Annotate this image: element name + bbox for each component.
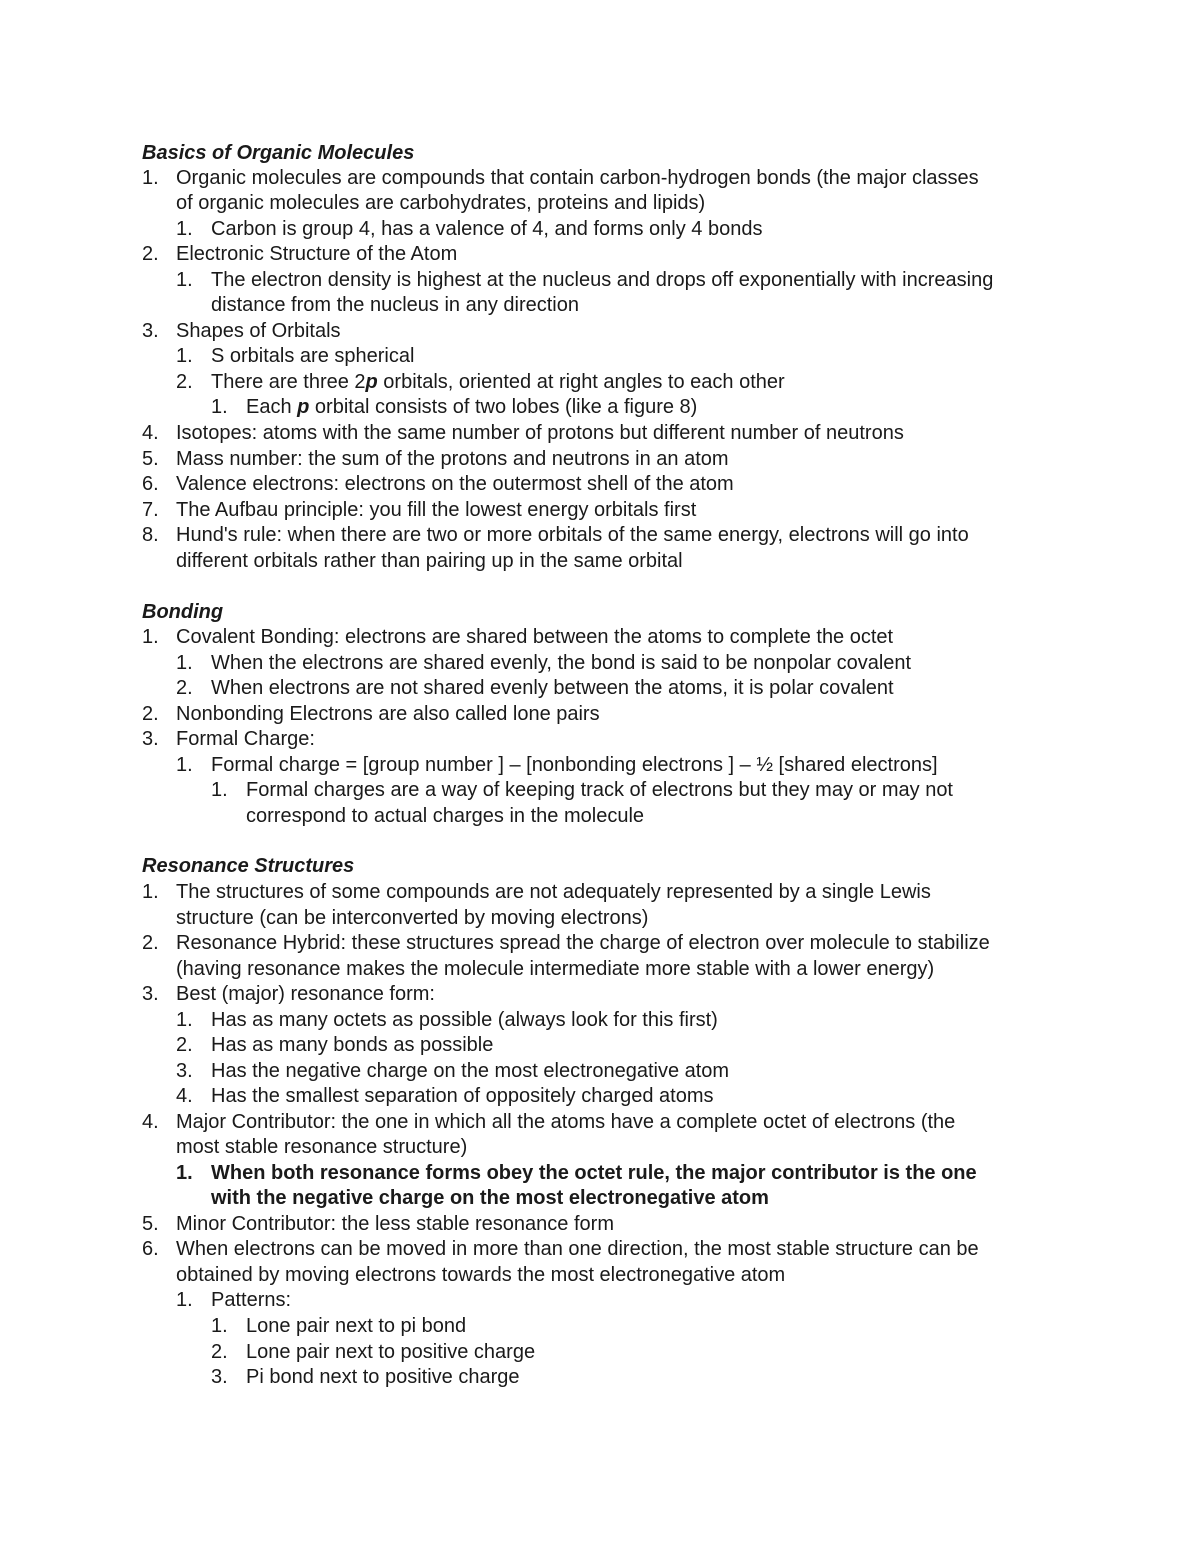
list-item: 5. Mass number: the sum of the protons and neutrons in an atom — [142, 448, 729, 470]
list-item: 4. Has the smallest separation of oppositely charged atoms — [176, 1085, 714, 1107]
list-item: 4. Isotopes: atoms with the same number of protons but different number of neutrons — [142, 422, 904, 444]
section-heading-bonding: Bonding — [142, 601, 224, 623]
list-item-emphasis: 1. When both resonance forms obey the octet rule, the major contributor is the one — [176, 1162, 977, 1184]
list-item: 2. Electronic Structure of the Atom — [142, 243, 458, 265]
list-item: 3. Has the negative charge on the most electronegative atom — [176, 1060, 730, 1082]
list-item: 1. Organic molecules are compounds that contain carbon-hydrogen bonds (the major classes — [142, 167, 979, 189]
list-item: 1. The structures of some compounds are not adequately represented by a single Lewis — [142, 881, 931, 903]
list-item: 5. Minor Contributor: the less stable resonance form — [142, 1213, 614, 1235]
list-item-continuation: obtained by moving electrons towards the most electronegative atom — [176, 1264, 786, 1286]
list-item-continuation: different orbitals rather than pairing up in the same orbital — [176, 550, 683, 572]
list-item: 3. Shapes of Orbitals — [142, 320, 341, 342]
list-item: 3. Pi bond next to positive charge — [211, 1366, 520, 1388]
list-item-continuation: correspond to actual charges in the molecule — [246, 805, 645, 827]
list-item: 4. Major Contributor: the one in which all the atoms have a complete octet of electrons (the — [142, 1111, 956, 1133]
list-item: 2. Nonbonding Electrons are also called lone pairs — [142, 703, 600, 725]
list-item: 1. Each p orbital consists of two lobes (like a figure 8) — [211, 396, 698, 418]
list-item: 2. Lone pair next to positive charge — [211, 1341, 536, 1363]
list-item: 1. Formal charges are a way of keeping track of electrons but they may or may not — [211, 779, 953, 801]
list-item: 3. Formal Charge: — [142, 728, 315, 750]
list-item: 2. Resonance Hybrid: these structures spread the charge of electron over molecule to stabilize — [142, 932, 990, 954]
list-item: 1. The electron density is highest at the nucleus and drops off exponentially with increasing — [176, 269, 994, 291]
list-item: 1. Lone pair next to pi bond — [211, 1315, 467, 1337]
section-heading-resonance: Resonance Structures — [142, 855, 355, 877]
list-item: 1. When the electrons are shared evenly, the bond is said to be nonpolar covalent — [176, 652, 912, 674]
list-item: 1. S orbitals are spherical — [176, 345, 415, 367]
list-item-continuation: of organic molecules are carbohydrates, proteins and lipids) — [176, 192, 706, 214]
list-item-continuation: (having resonance makes the molecule intermediate more stable with a lower energy) — [176, 958, 935, 980]
list-item: 1. Covalent Bonding: electrons are shared between the atoms to complete the octet — [142, 626, 894, 648]
list-item: 1. Patterns: — [176, 1289, 292, 1311]
list-item-continuation: distance from the nucleus in any direction — [211, 294, 579, 316]
list-item: 8. Hund's rule: when there are two or more orbitals of the same energy, electrons will go into — [142, 524, 969, 546]
list-item: 1. Has as many octets as possible (always look for this first) — [176, 1009, 718, 1031]
list-item: 6. Valence electrons: electrons on the outermost shell of the atom — [142, 473, 734, 495]
list-item: 1. Carbon is group 4, has a valence of 4, and forms only 4 bonds — [176, 218, 763, 240]
list-item: 3. Best (major) resonance form: — [142, 983, 435, 1005]
list-item-continuation: structure (can be interconverted by moving electrons) — [176, 907, 649, 929]
list-item-continuation: most stable resonance structure) — [176, 1136, 468, 1158]
list-item: 2. Has as many bonds as possible — [176, 1034, 494, 1056]
list-item: 2. When electrons are not shared evenly between the atoms, it is polar covalent — [176, 677, 894, 699]
list-item-continuation: with the negative charge on the most electronegative atom — [211, 1187, 769, 1209]
list-item: 6. When electrons can be moved in more than one direction, the most stable structure can be — [142, 1238, 979, 1260]
list-item: 1. Formal charge = [group number ] – [nonbonding electrons ] – ½ [shared electrons] — [176, 754, 938, 776]
list-item: 2. There are three 2p orbitals, oriented at right angles to each other — [176, 371, 785, 393]
section-heading-basics: Basics of Organic Molecules — [142, 142, 415, 164]
list-item: 7. The Aufbau principle: you fill the lowest energy orbitals first — [142, 499, 697, 521]
